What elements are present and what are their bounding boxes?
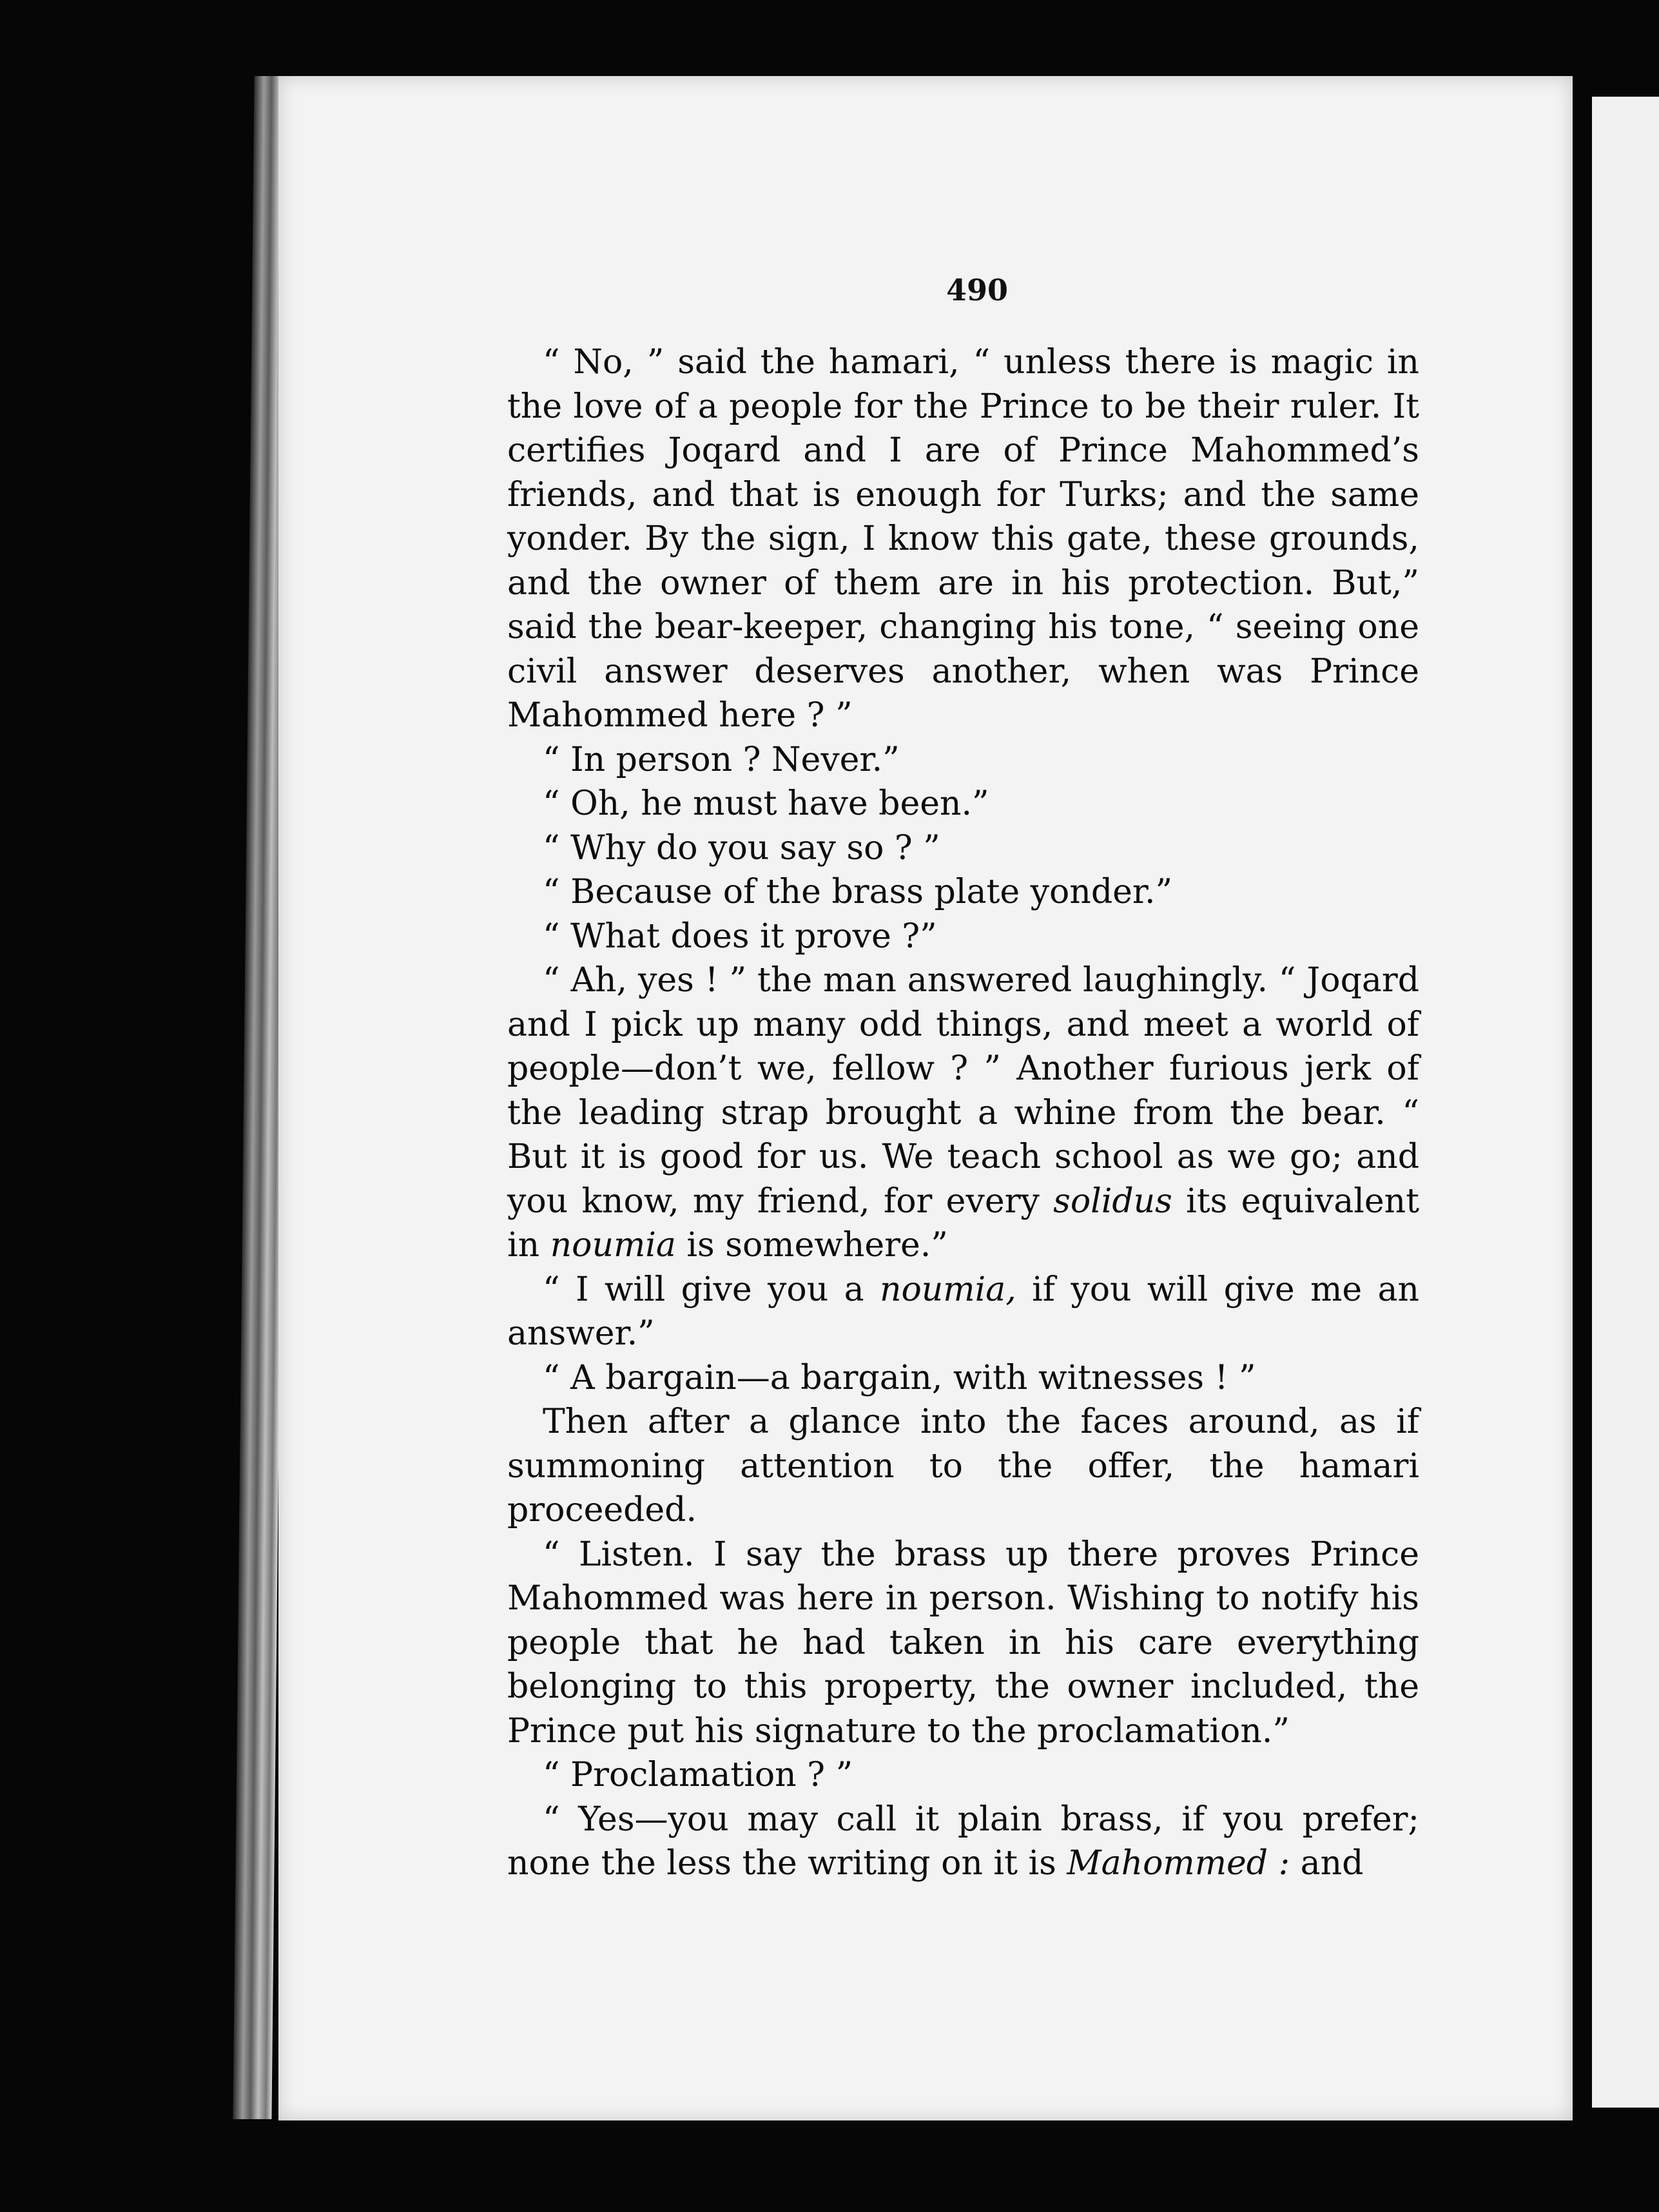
page-number: 490 xyxy=(946,273,1009,307)
paragraph: “ Oh, he must have been.” xyxy=(543,784,989,823)
paragraph: “ Because of the brass plate yonder.” xyxy=(543,873,1173,911)
paragraph xyxy=(507,1268,1419,1356)
paragraph xyxy=(507,1798,1419,1886)
paragraph-text: “ I will give you a xyxy=(543,1270,864,1309)
paragraph: “ In person ? Never.” xyxy=(543,740,900,779)
italic-term: noumia, xyxy=(879,1270,1016,1309)
italic-term: Mahommed : xyxy=(1067,1844,1290,1883)
paragraph-text: is somewhere.” xyxy=(675,1226,948,1265)
paragraph-text: “ Yes—you may call it plain brass, if you prefer; none the less the writing on it is xyxy=(507,1800,1419,1883)
paragraph: “ Proclamation ? ” xyxy=(543,1756,853,1794)
paragraph-text: “ Ah, yes ! ” the man answered laughingly. “ Joqard and I pick up many odd things, and meet a world of people—don’t we, fellow ? ” Another furious jerk of the leading strap brought a whine from the bear. “ But it is good for us. We teach school as we go; and you know, my friend, for every xyxy=(507,961,1419,1221)
italic-term: solidus xyxy=(1053,1181,1172,1221)
paragraph: “ No, ” said the hamari, “ unless there is magic in the love of a people for the Prince to be their ruler. It certifies Joqard and I are of Prince Mahommed’s friends, and that is enough for Turks; and the same yonder. By the sign, I know this gate, these grounds, and the owner of them are in his protection. But,” said the bear-keeper, changing his tone, “ seeing one civil answer deserves another, when was Prince Mahommed here ? ” xyxy=(507,343,1419,735)
paragraph-text: if you will give me an answer.” xyxy=(507,1270,1420,1353)
paragraph: “ A bargain—a bargain, with witnesses ! ” xyxy=(543,1358,1256,1397)
paragraph-text: its equivalent in xyxy=(507,1181,1419,1265)
page-body-text xyxy=(507,340,1419,1886)
italic-term: noumia xyxy=(550,1226,676,1265)
book-page xyxy=(278,76,1573,2120)
facing-page-sliver xyxy=(1592,97,1659,2108)
paragraph: “ Listen. I say the brass up there proves Prince Mahommed was here in person. Wishing to notify his people that he had taken in his care everything belonging to this property, the owner included, the Prince put his signature to the proclamation.” xyxy=(507,1535,1419,1751)
paragraph xyxy=(507,958,1419,1268)
paragraph: Then after a glance into the faces around, as if summoning attention to the offer, the hamari proceeded. xyxy=(507,1402,1419,1529)
paragraph: “ What does it prove ?” xyxy=(543,917,937,956)
paragraph: “ Why do you say so ? ” xyxy=(543,828,940,868)
paragraph-text: and xyxy=(1290,1844,1364,1883)
